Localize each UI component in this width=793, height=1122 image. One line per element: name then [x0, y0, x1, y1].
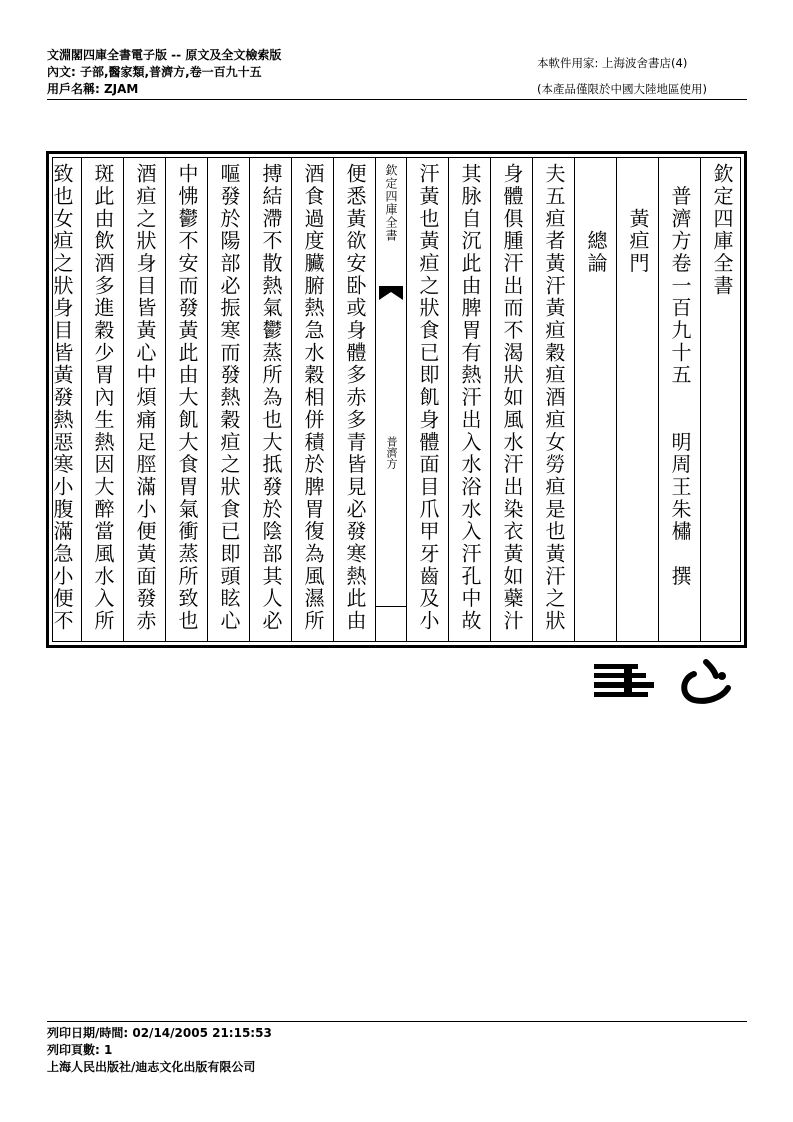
header-content-path: 內文: 子部,醫家類,普濟方,卷一百九十五 — [47, 65, 262, 79]
text-column-5: 夫五疸者黃汗黃疸穀疸酒疸女勞疸是也黃汗之狀 — [542, 163, 566, 633]
footer-publishers: 上海人民出版社/迪志文化出版有限公司 — [47, 1060, 256, 1074]
column-rule — [123, 158, 124, 641]
text-column-11: 搏結滯不散熱氣鬱蒸所為也大抵發於陰部其人必 — [259, 163, 283, 633]
text-column-6: 身體俱腫汗出而不渴狀如風水汗出染衣黃如蘗汁 — [500, 163, 524, 633]
text-column-3: 黃疸門 — [626, 163, 650, 275]
column-rule — [375, 158, 376, 641]
column-rule — [406, 158, 407, 641]
header-license — [537, 50, 707, 102]
text-column-13: 中怫鬱不安而發黃此由大飢大食胃氣衝蒸所致也 — [175, 163, 199, 633]
text-column-14: 酒疸之狀身目皆黃心中煩痛足脛滿小便黃面發赤 — [133, 163, 157, 633]
column-rule — [532, 158, 533, 641]
text-column-15: 斑此由飲酒多進穀少胃內生熱因大醉當風水入所 — [91, 163, 115, 633]
column-rule — [490, 158, 491, 641]
banxin-title: 欽定四庫全書 — [384, 164, 398, 242]
page-inner-border — [52, 157, 741, 642]
header-title: 文淵閣四庫全書電子版 -- 原文及全文檢索版 — [47, 48, 282, 62]
column-rule — [700, 158, 701, 641]
print-datetime: 列印日期/時間: 02/14/2005 21:15:53 — [47, 1026, 272, 1040]
header-restriction: (本產品僅限於中國大陸地區使用) — [537, 82, 707, 96]
center-fold-banxin — [376, 158, 406, 641]
publisher-logo-icon — [590, 652, 750, 710]
column-rule — [249, 158, 250, 641]
text-column-2: 普濟方卷一百九十五 明周王朱橚 撰 — [668, 163, 692, 588]
footer-rule — [47, 1021, 747, 1022]
column-rule — [574, 158, 575, 641]
column-rule — [207, 158, 208, 641]
column-rule — [448, 158, 449, 641]
column-rule — [165, 158, 166, 641]
header-info — [47, 47, 281, 98]
header-publisher: 本軟件用家: 上海波舍書店(4) — [537, 56, 688, 70]
text-column-16: 致也女疸之狀身目皆黃發熱惡寒小腹滿急小便不 — [50, 163, 74, 633]
footer-info — [47, 1025, 272, 1076]
column-rule — [291, 158, 292, 641]
text-column-8: 汗黃也黃疸之狀食已即飢身體面目爪甲牙齒及小 — [416, 163, 440, 633]
print-page-count: 列印頁數: 1 — [47, 1043, 113, 1057]
page-frame — [46, 151, 747, 648]
header-rule — [47, 99, 747, 100]
column-rule — [616, 158, 617, 641]
fish-tail-icon — [379, 286, 403, 300]
banxin-rule — [376, 606, 406, 607]
text-column-7: 其脉自沉此由脾胃有熱汗出入水浴水入汗孔中故 — [458, 163, 482, 633]
text-column-4: 總論 — [584, 163, 608, 275]
header-username: 用戶名稱: ZJAM — [47, 82, 139, 96]
text-column-12: 嘔發於陽部必振寒而發熱穀疸之狀食已即頭眩心 — [217, 163, 241, 633]
column-rule — [658, 158, 659, 641]
text-column-1: 欽定四庫全書 — [710, 163, 734, 298]
text-column-9: 便悉黃欲安卧或身體多赤多青皆見必發寒熱此由 — [343, 163, 367, 633]
column-rule — [333, 158, 334, 641]
text-column-10: 酒食過度臟腑熱急水穀相併積於脾胃復為風濕所 — [301, 163, 325, 633]
banxin-book-title: 普濟方 — [385, 436, 398, 469]
